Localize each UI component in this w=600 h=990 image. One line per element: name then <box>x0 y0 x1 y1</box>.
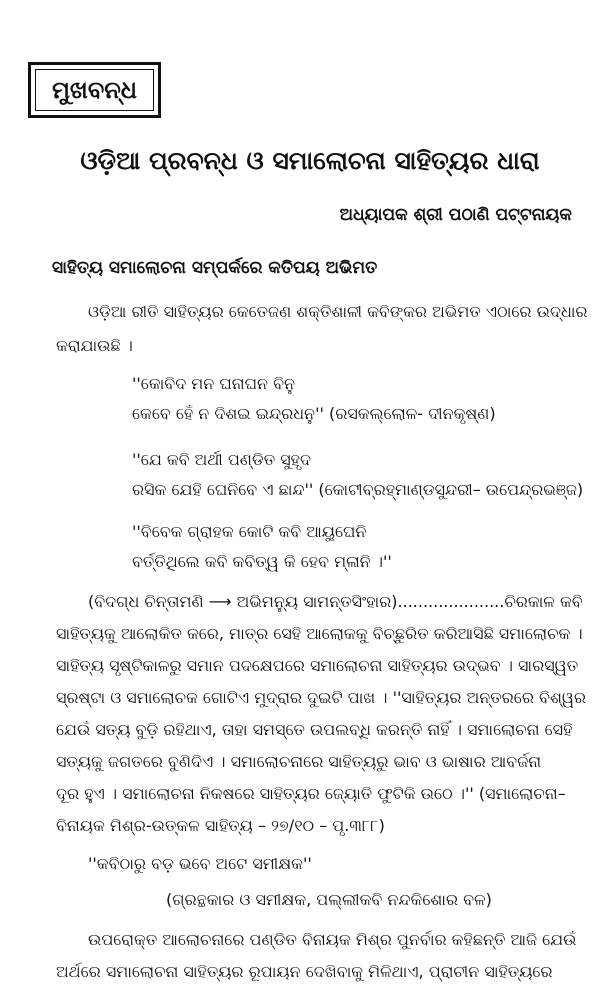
chapter-label-box <box>28 62 161 118</box>
quote-line: ବର୍ତ୍ତିଥିଲେ କବି କବିତ୍ୱ କି ହେବ ମ୍ଳାନି ।'' <box>132 552 392 571</box>
paragraph-line: ସତ୍ୟକୁ ଜଗତରେ ବୁଣିଦିଏ । ସମାଲୋଚନାରେ ସାହିତ୍ୟରୁ ଭାବ ଓ ଭାଷାର ଆବର୍ଜନା <box>56 752 542 771</box>
section-heading: ସାହିତ୍ୟ ସମାଲୋଚନା ସମ୍ପର୍କରେ କତିପୟ ଅଭିମତ <box>52 258 378 278</box>
closing-line: ଅର୍ଥରେ ସମାଲୋଚନା ସାହିତ୍ୟର ରୂପାୟନ ଦେଖିବାକୁ ମିଳିଥାଏ, ପ୍ରାଚୀନ ସାହିତ୍ୟରେ <box>56 962 553 981</box>
chapter-label: ମୁଖବନ୍ଧ <box>35 69 154 111</box>
quote-line: ''ଯେ କବି ଅର୍ଥୀ ପଣ୍ଡିତ ସୁହୃଦ <box>132 450 311 469</box>
paragraph-line: ଯେଉଁ ସତ୍ୟ ବୁଡ଼ି ରହିଥାଏ, ତାହା ସମସ୍ତେ ଉପଲବ୍ଧି କରନ୍ତି ନାହିଁ । ସମାଲୋଚନା ସେହି <box>56 720 573 739</box>
quote-line: ରସିକ ଯେହି ଘେନିବେ ଏ ଛାନ୍ଦ'' (କୋଟୀବ୍ରହ୍ମାଣ୍ଡସୁନ୍ଦରୀ– ଉପେନ୍ଦ୍ରଭଞ୍ଜ) <box>132 480 584 499</box>
paragraph-line: ସ୍ରଷ୍ଟା ଓ ସମାଲୋଚକ ଗୋଟିଏ ମୁଦ୍ରାର ଦୁଇଟି ପାଖ । ''ସାହିତ୍ୟର ଅନ୍ତରରେ ବିଶ୍ୱର <box>56 688 587 707</box>
paragraph-line: ବିନାୟକ ମିଶ୍ର-ଉତ୍କଳ ସାହିତ୍ୟ – ୨୭/୧୦ – ପୃ.୩୮୮) <box>56 816 385 835</box>
paragraph-line: ସାହିତ୍ୟକୁ ଆଲୋକିତ କରେ, ମାତ୍ର ସେହି ଆଲୋକକୁ ବିଚ୍ଛୁରିତ କରିଆସିଛି ସମାଲୋଚକ । <box>56 624 583 643</box>
paragraph-line: ଦୂର ହୁଏ । ସମାଲୋଚନା ନିକଷରେ ସାହିତ୍ୟର ଜ୍ୟୋତି ଫୁଟିକି ଉଠେ ।'' (ସମାଲୋଚନା– <box>56 784 566 803</box>
author-line: ଅଧ୍ୟାପକ ଶ୍ରୀ ପଠାଣି ପଟ୍ଟନାୟକ <box>339 205 572 225</box>
closing-line: ଉପରୋକ୍ତ ଆଲୋଚନାରେ ପଣ୍ଡିତ ବିନାୟକ ମିଶ୍ର ପୁନର୍ବାର କହିଛନ୍ତି ଆଜି ଯେଉଁ <box>88 930 577 949</box>
quote-credit: (ଗ୍ରନ୍ଥକାର ଓ ସମୀକ୍ଷକ, ପଲ୍ଲୀକବି ନନ୍ଦକିଶୋର ବଳ) <box>166 890 492 909</box>
quote-line: ''ବିବେକ ଗ୍ରାହକ କୋଟି କବି ଆୟୁଘେନି <box>132 522 367 541</box>
paragraph-line: (ବିଦଗ୍ଧ ଚିନ୍ତାମଣି ⟶ ଅଭିମନ୍ୟୁ ସାମନ୍ତସିଂହାର).....................ଚିରକାଳ କବି <box>88 592 583 611</box>
quote-line: ''କୋବିଦ ମନ ଘନାଘନ ବିନୁ <box>132 374 296 393</box>
page-title: ଓଡ଼ିଆ ପ୍ରବନ୍ଧ ଓ ସମାଲୋଚନା ସାହିତ୍ୟର ଧାରା <box>80 146 540 175</box>
intro-line: କରାଯାଉଛି । <box>56 336 133 355</box>
quote-line: କେବେ ହେଁ ନ ଦିଶଇ ଇନ୍ଦ୍ରଧନୁ'' (ରସକଲ୍ଲୋଳ- ଦୀନକୃଷ୍ଣ) <box>132 404 496 423</box>
intro-line: ଓଡ଼ିଆ ରୀତି ସାହିତ୍ୟର କେତେଜଣ ଶକ୍ତିଶାଳୀ କବିଙ୍କର ଅଭିମତ ଏଠାରେ ଉଦ୍ଧାର <box>88 302 588 321</box>
quote-line: ''କବିଠାରୁ ବଡ଼ ଭବେ ଅଟେ ସମୀକ୍ଷକ'' <box>88 854 312 873</box>
paragraph-line: ସାହିତ୍ୟ ସୃଷ୍ଟିକାଳରୁ ସମାନ ପଦକ୍ଷେପରେ ସମାଲୋଚନା ସାହିତ୍ୟର ଉଦ୍ଭବ । ସାରସ୍ୱତ <box>56 656 579 675</box>
